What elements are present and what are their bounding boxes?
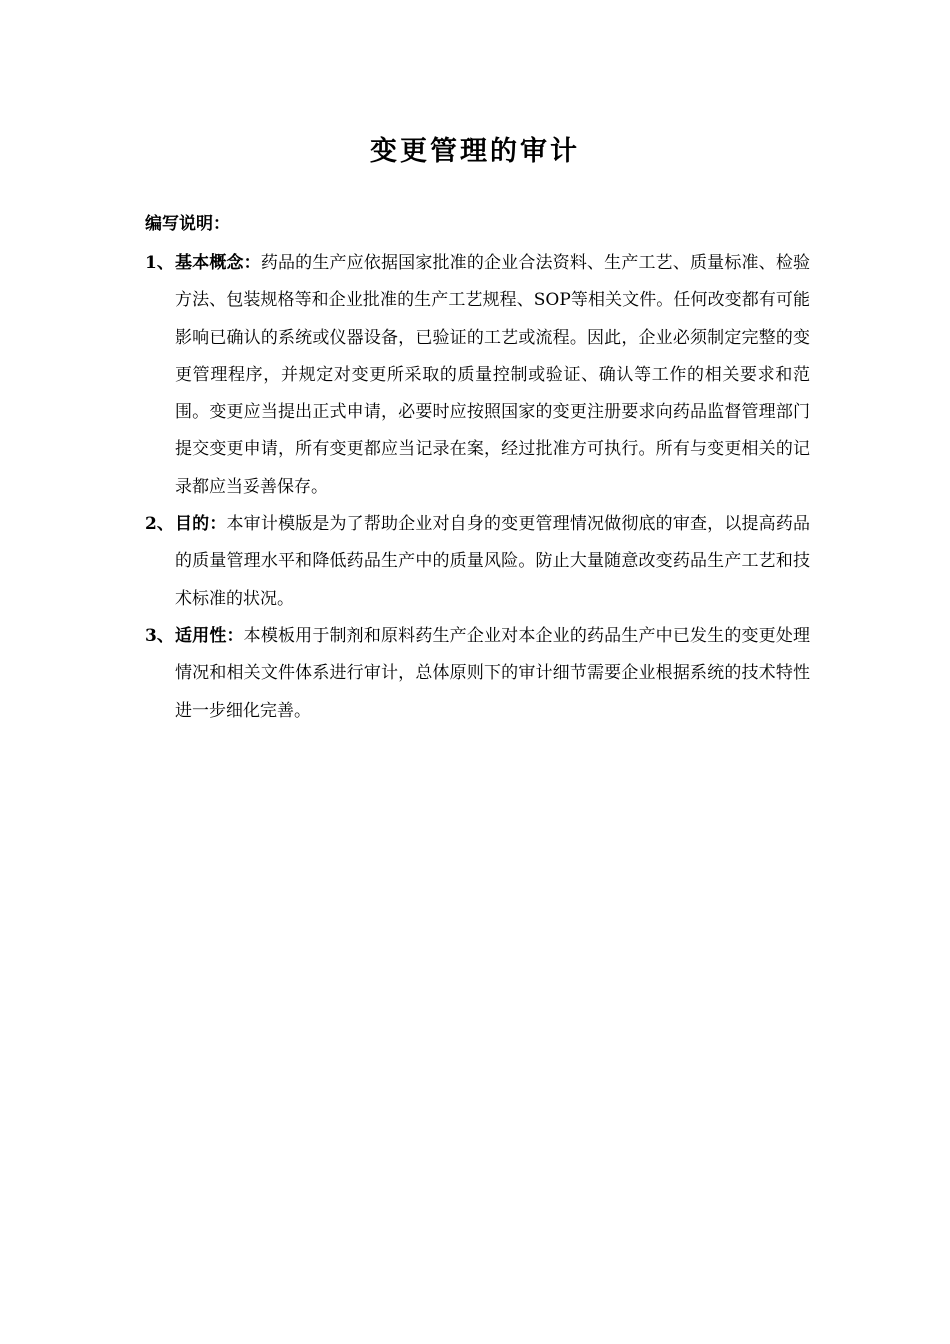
item-label: 目的： <box>175 514 227 535</box>
document-title: 变更管理的审计 <box>370 136 580 167</box>
notes-heading: 编写说明： <box>145 214 230 234</box>
item-body <box>175 618 810 730</box>
item-label: 适用性： <box>175 625 244 646</box>
note-item-purpose <box>145 506 810 618</box>
item-number: 1、 <box>145 253 174 273</box>
note-item-applicability <box>145 618 810 730</box>
item-label: 基本概念： <box>175 253 261 273</box>
item-text: 本模板用于制剂和原料药生产企业对本企业的药品生产中已发生的变更处理情况和相关文件体系进行审计，总体原则下的审计细节需要企业根据系统的技术特性进一步细化完善。 <box>175 625 811 721</box>
writing-notes-section <box>145 209 810 730</box>
note-item-basic-concept <box>145 245 810 506</box>
item-text: 本审计模版是为了帮助企业对自身的变更管理情况做彻底的审查，以提高药品的质量管理水平和降低药品生产中的质量风险。防止大量随意改变药品生产工艺和技术标准的状况。 <box>175 514 810 609</box>
item-number: 2、 <box>145 514 174 535</box>
item-body <box>175 245 810 506</box>
item-number: 3、 <box>145 625 174 646</box>
item-body <box>175 506 810 618</box>
item-text: 药品的生产应依据国家批准的企业合法资料、生产工艺、质量标准、检验方法、包装规格等和企业批准的生产工艺规程、SOP等相关文件。任何改变都有可能影响已确认的系统或仪器设备，已验证的工艺或流程。因此，企业必须制定完整的变更管理程序，并规定对变更所采取的质量控制或验证、确认等工作的相关要求和范围。变更应当提出正式申请，必要时应按照国家的变更注册要求向药品监督管理部门提交变更申请，所有变更都应当记录在案，经过批准方可执行。所有与变更相关的记录都应当妥善保存。 <box>175 253 811 497</box>
